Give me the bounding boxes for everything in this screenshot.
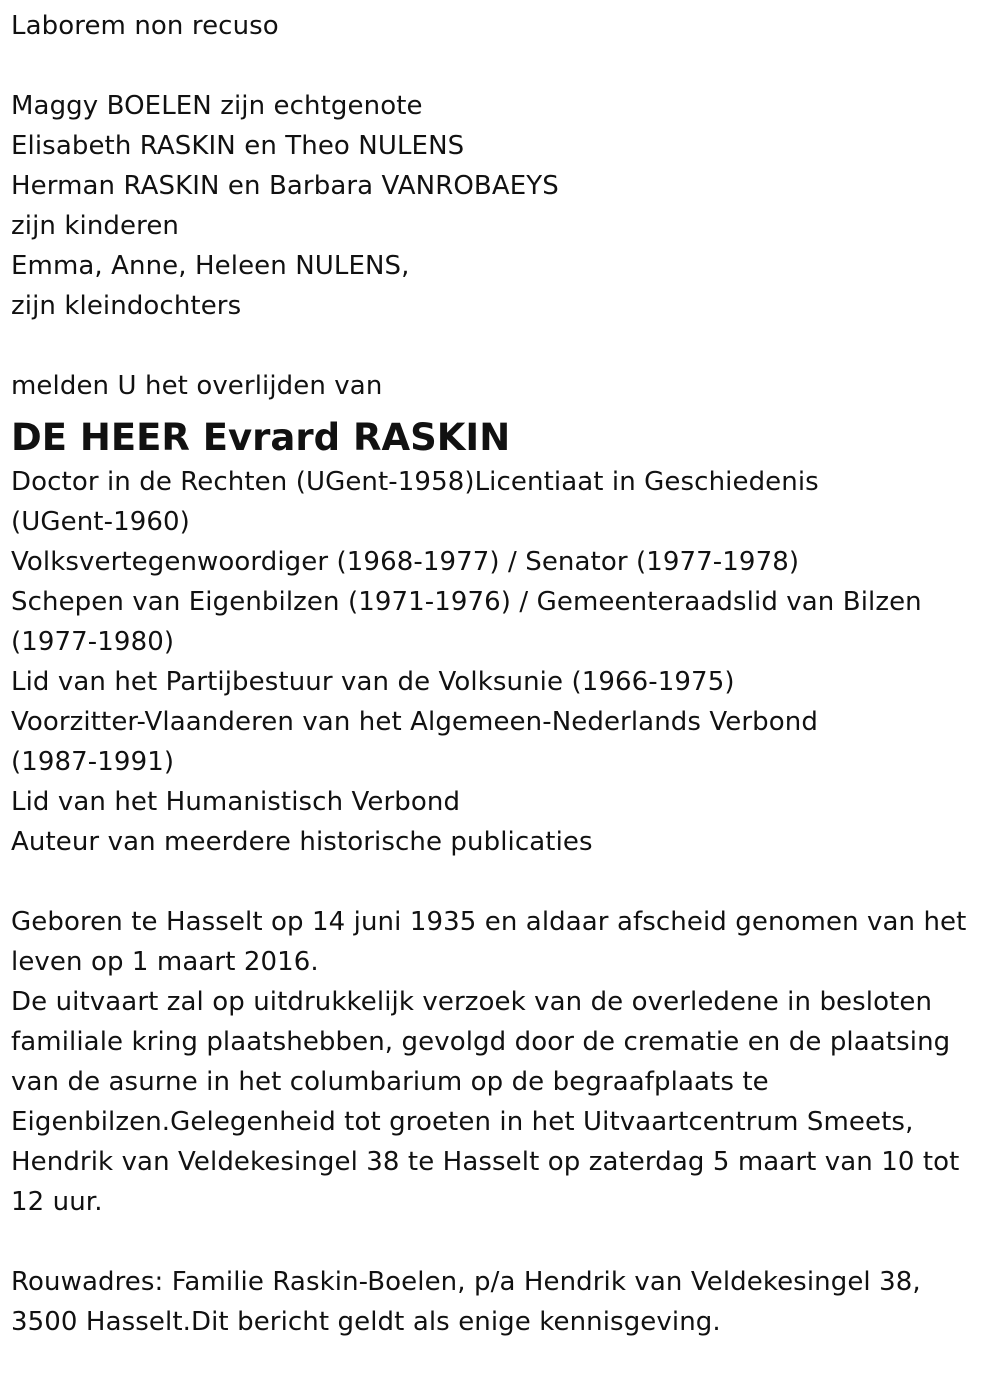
address-line: 3500 Hasselt.Dit bericht geldt als enige kennisgeving.: [11, 1307, 721, 1337]
spacer: [11, 1222, 980, 1262]
spacer: [11, 326, 980, 366]
details-line: Geboren te Hasselt op 14 juni 1935 en aldaar afscheid genomen van het: [11, 907, 967, 937]
family-line: zijn kleindochters: [11, 291, 242, 321]
details-paragraph: [11, 902, 980, 1222]
family-list: [11, 86, 980, 326]
title-line: Volksvertegenwoordiger (1968-1977) / Senator (1977-1978): [11, 547, 800, 577]
motto: Laborem non recuso: [11, 11, 279, 41]
address-paragraph: [11, 1262, 980, 1342]
spacer: [11, 46, 980, 86]
title-line: Lid van het Partijbestuur van de Volksunie (1966-1975): [11, 667, 735, 697]
title-line: Auteur van meerdere historische publicaties: [11, 827, 593, 857]
deceased-name: DE HEER Evrard RASKIN: [11, 416, 511, 459]
titles-list: [11, 462, 980, 862]
family-line: Maggy BOELEN zijn echtgenote: [11, 91, 423, 121]
details-line: Eigenbilzen.Gelegenheid tot groeten in het Uitvaartcentrum Smeets,: [11, 1107, 914, 1137]
details-line: De uitvaart zal op uitdrukkelijk verzoek van de overledene in besloten: [11, 987, 933, 1017]
title-line: (UGent-1960): [11, 507, 190, 537]
details-line: familiale kring plaatshebben, gevolgd door de crematie en de plaatsing: [11, 1027, 951, 1057]
title-line: Lid van het Humanistisch Verbond: [11, 787, 461, 817]
details-line: leven op 1 maart 2016.: [11, 947, 319, 977]
title-line: Doctor in de Rechten (UGent-1958)Licentiaat in Geschiedenis: [11, 467, 819, 497]
details-line: 12 uur.: [11, 1187, 103, 1217]
title-line: (1987-1991): [11, 747, 175, 777]
details-line: Hendrik van Veldekesingel 38 te Hasselt op zaterdag 5 maart van 10 tot: [11, 1147, 960, 1177]
spacer: [11, 862, 980, 902]
title-line: (1977-1980): [11, 627, 175, 657]
family-line: Herman RASKIN en Barbara VANROBAEYS: [11, 171, 559, 201]
address-line: Rouwadres: Familie Raskin-Boelen, p/a Hendrik van Veldekesingel 38,: [11, 1267, 921, 1297]
announcement: melden U het overlijden van: [11, 371, 383, 401]
family-line: zijn kinderen: [11, 211, 179, 241]
details-line: van de asurne in het columbarium op de begraafplaats te: [11, 1067, 769, 1097]
title-line: Schepen van Eigenbilzen (1971-1976) / Gemeenteraadslid van Bilzen: [11, 587, 922, 617]
family-line: Emma, Anne, Heleen NULENS,: [11, 251, 410, 281]
title-line: Voorzitter-Vlaanderen van het Algemeen-Nederlands Verbond: [11, 707, 818, 737]
family-line: Elisabeth RASKIN en Theo NULENS: [11, 131, 465, 161]
